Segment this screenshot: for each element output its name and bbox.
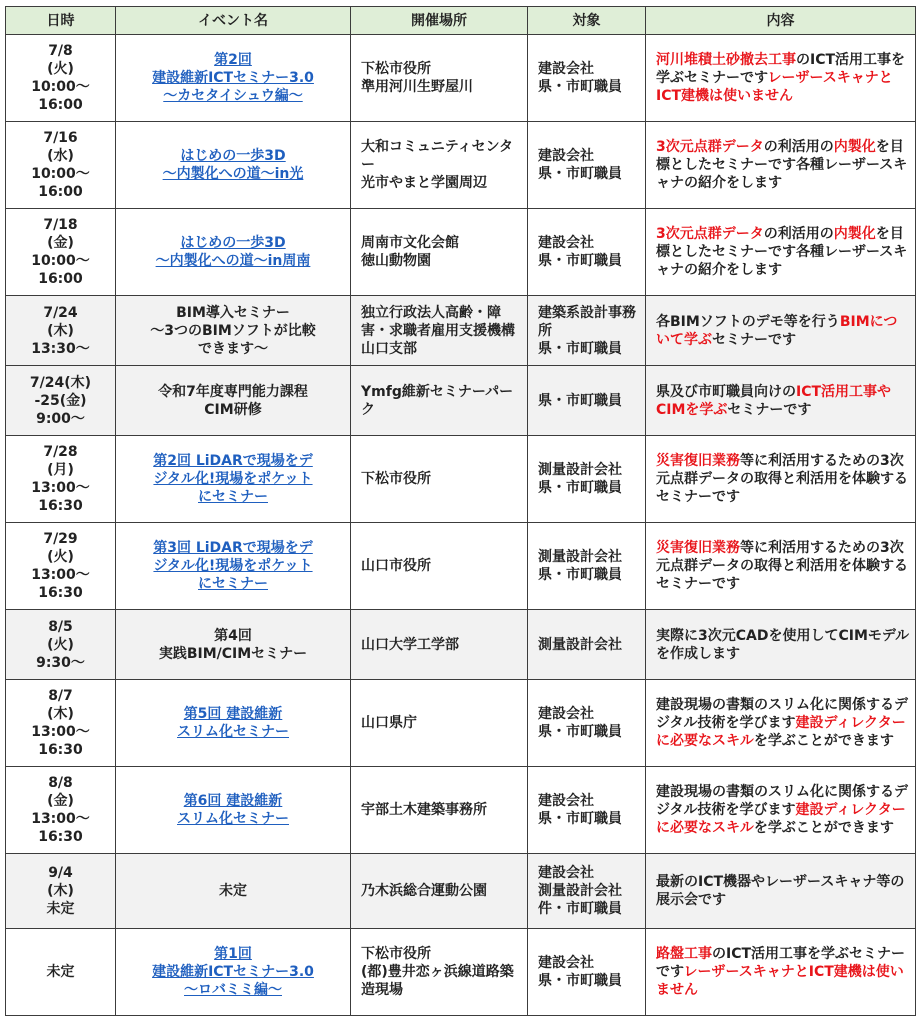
target-cell [528,767,646,854]
datetime-cell [6,296,116,366]
highlight-text: 災害復旧業務 [656,540,740,556]
target-cell-line: 測量設計会社 [538,636,622,653]
event-name-cell [116,366,351,436]
datetime-cell-line: 10:00〜 [31,166,90,182]
venue-cell-line: (都)豊井恋ヶ浜線道路築造現場 [361,964,514,998]
target-cell-line: 県・市町職員 [538,973,622,989]
highlight-text: ICT活用工事やCIMを学ぶ [656,383,892,418]
highlight-text: 内製化 [833,226,876,242]
venue-cell-line: 下松市役所 [361,61,431,77]
target-cell-line: 建設会社 [538,706,594,722]
event-link[interactable] [177,706,289,740]
datetime-cell-line: 7/16 [43,130,78,146]
target-cell-line: 県・市町職員 [538,166,622,182]
event-name-cell-line: 令和7年度専門能力課程 [158,383,308,400]
table-header-row [6,7,916,35]
datetime-cell-line: 7/24(木) [29,374,92,391]
event-link[interactable] [156,235,311,269]
datetime-cell-line: 7/29 [43,531,78,547]
content-text: を学ぶことができます [753,820,894,836]
content-text: 等に利活用するための3次元点群データの取得と利活用を体験するセミナーです [656,540,908,592]
target-cell [528,680,646,767]
event-name-cell-line: 第1回 [214,946,252,962]
datetime-cell-line: (金) [47,235,74,251]
event-name-cell-line: 第3回 LiDARで現場をデ [153,540,313,556]
datetime-cell-line: 8/5 [48,618,73,635]
content-cell [646,296,916,366]
target-cell-line: 件・市町職員 [538,901,622,917]
datetime-cell-line: 9:00〜 [36,410,85,427]
datetime-cell-line: 未定 [46,964,75,980]
target-cell-line: 県・市町職員 [538,724,622,740]
datetime-cell-line: (木) [47,706,74,722]
event-name-cell [116,610,351,680]
venue-cell-line: 光市やまと学園周辺 [361,175,487,191]
target-cell [528,296,646,366]
datetime-cell-line: 16:00 [38,184,83,200]
event-name-cell-line: できます〜 [198,340,268,357]
event-name-cell-line: 第2回 [214,52,252,68]
table-body [6,35,916,1016]
datetime-cell [6,767,116,854]
event-name-cell[interactable] [116,767,351,854]
content-cell [646,209,916,296]
event-schedule-table [5,6,916,1016]
highlight-text: 建設ディレクターに必要なスキル [656,802,906,836]
highlight-text: 内製化 [833,139,876,155]
event-name-cell[interactable] [116,929,351,1016]
table-row [6,122,916,209]
event-name-cell-line: にセミナー [198,489,268,505]
datetime-cell [6,209,116,296]
datetime-cell-line: 16:00 [38,271,83,287]
target-cell-line: 建設会社 [538,955,594,971]
datetime-cell-line: 16:30 [38,585,83,601]
event-name-cell-line: スリム化セミナー [177,811,289,827]
datetime-cell [6,610,116,680]
content-text: セミナーです [712,331,796,348]
venue-cell [351,680,528,767]
datetime-cell-line: (金) [47,793,74,809]
datetime-cell [6,122,116,209]
content-text: 最新のICT機器やレーザースキャナ等の展示会です [656,874,905,908]
content-text: 県及び市町職員向けの [656,383,796,400]
datetime-cell [6,929,116,1016]
datetime-cell-line: (火) [47,61,74,77]
datetime-cell-line: (木) [47,883,74,899]
venue-cell-line: 徳山動物園 [361,253,431,269]
content-text: の利活用の [763,226,834,242]
page [5,6,916,1016]
datetime-cell-line: 16:30 [38,829,83,845]
event-link[interactable] [177,793,289,827]
event-name-cell-line: にセミナー [198,576,268,592]
highlight-text: BIMについて学ぶ [656,313,898,348]
datetime-cell [6,366,116,436]
event-name-cell-line: 〜3つのBIMソフトが比較 [150,322,316,339]
venue-cell [351,854,528,929]
datetime-cell [6,854,116,929]
datetime-cell-line: 13:00〜 [31,567,90,583]
datetime-cell-line: 7/18 [43,217,78,233]
target-cell-line: 建設会社 [538,61,594,77]
highlight-text: 路盤工事 [656,946,712,962]
content-text: を目標としたセミナーです各種レーザースキャナの紹介をします [656,226,908,278]
event-name-cell[interactable] [116,680,351,767]
event-link[interactable] [163,148,304,182]
venue-cell-line: Ymfg維新セミナーパーク [361,383,514,418]
event-name-cell[interactable] [116,35,351,122]
event-name-cell-line: 〜カセタイシュウ編〜 [163,88,303,104]
venue-cell [351,767,528,854]
table-row [6,929,916,1016]
content-cell [646,366,916,436]
highlight-text: 河川堆積土砂撤去工事 [656,52,796,68]
datetime-cell-line: (水) [47,148,74,164]
datetime-cell-line: 13:30〜 [31,340,90,357]
content-cell [646,436,916,523]
datetime-cell-line: -25(金) [34,392,87,409]
event-link[interactable] [153,453,313,505]
header-content: 内容 [646,7,916,35]
event-name-cell-line: 〜内製化への道〜in光 [162,166,304,182]
table-row [6,436,916,523]
target-cell [528,436,646,523]
target-cell-line: 建設会社 [538,148,594,164]
header-datetime: 日時 [6,7,116,35]
datetime-cell-line: (火) [47,636,74,653]
target-cell [528,610,646,680]
content-cell [646,680,916,767]
target-cell-line: 県・市町職員 [538,811,622,827]
venue-cell [351,122,528,209]
target-cell [528,854,646,929]
datetime-cell-line: 16:30 [38,742,83,758]
content-text: のICT活用工事を学ぶセミナーです [656,52,906,86]
venue-cell [351,436,528,523]
datetime-cell-line: 16:30 [38,498,83,514]
event-link[interactable] [152,52,314,104]
target-cell-line: 県・市町職員 [538,567,622,583]
highlight-text: レーザースキャナとICT建機は使いません [656,964,904,998]
event-name-cell-line: 第5回 建設維新 [183,706,283,722]
venue-cell-line: 宇部土木建築事務所 [361,802,487,818]
datetime-cell-line: 13:00〜 [31,480,90,496]
event-link[interactable] [153,540,313,592]
venue-cell [351,35,528,122]
target-cell-line: 県・市町職員 [538,340,622,357]
event-name-cell-line: 第6回 建設維新 [183,793,283,809]
header-target: 対象 [528,7,646,35]
event-name-cell-line: 建設維新ICTセミナー3.0 [152,70,314,86]
target-cell [528,366,646,436]
content-text: 実際に3次元CADを使用してCIMモデルを作成します [656,627,910,662]
event-name-cell[interactable] [116,209,351,296]
datetime-cell-line: (火) [47,549,74,565]
target-cell [528,122,646,209]
datetime-cell [6,523,116,610]
venue-cell-line: 独立行政法人高齢・障害・求職者雇用支援機構山口支部 [361,304,515,357]
highlight-text: 3次元点群データ [656,226,764,242]
event-name-cell-line: 建設維新ICTセミナー3.0 [152,964,314,980]
venue-cell [351,366,528,436]
event-name-cell[interactable] [116,523,351,610]
datetime-cell-line: 9/4 [48,865,73,881]
datetime-cell-line: 8/8 [48,775,73,791]
content-cell [646,767,916,854]
venue-cell-line: 山口市役所 [361,558,431,574]
event-name-cell-line: はじめの一歩3D [180,148,286,164]
table-row [6,209,916,296]
target-cell-line: 県・市町職員 [538,392,622,409]
content-cell [646,35,916,122]
venue-cell-line: 大和コミュニティセンター [361,139,514,173]
datetime-cell-line: 8/7 [48,688,73,704]
table-row [6,366,916,436]
table-row [6,296,916,366]
event-name-cell-line: 第4回 [214,627,252,644]
event-name-cell-line: 実践BIM/CIMセミナー [158,645,308,662]
target-cell-line: 建設会社 [538,235,594,251]
event-name-cell-line: ジタル化!現場をポケット [153,558,313,574]
highlight-text: 3次元点群データ [656,139,764,155]
event-name-cell[interactable] [116,436,351,523]
content-text: 建設現場の書類のスリム化に関係するデジタル技術を学びます [656,697,908,731]
datetime-cell-line: 未定 [46,901,75,917]
venue-cell-line: 山口大学工学部 [361,636,459,653]
table-row [6,35,916,122]
content-cell [646,610,916,680]
header-venue: 開催場所 [351,7,528,35]
target-cell-line: 建築系設計事務所 [538,304,636,339]
venue-cell [351,929,528,1016]
event-name-cell-line: 未定 [219,883,247,899]
datetime-cell-line: 13:00〜 [31,724,90,740]
venue-cell [351,209,528,296]
event-name-cell-line: はじめの一歩3D [180,235,286,251]
venue-cell-line: 乃木浜総合運動公園 [361,883,487,899]
highlight-text: レーザースキャナとICT建機は使いません [656,70,893,104]
datetime-cell [6,436,116,523]
event-name-cell-line: 〜ロバミミ編〜 [184,982,282,998]
content-text: 建設現場の書類のスリム化に関係するデジタル技術を学びます [656,784,908,818]
event-name-cell-line: BIM導入セミナー [176,304,290,321]
venue-cell [351,296,528,366]
content-text: を学ぶことができます [753,733,894,749]
target-cell-line: 測量設計会社 [538,883,622,899]
event-name-cell-line: 第2回 LiDARで現場をデ [153,453,313,469]
highlight-text: 災害復旧業務 [656,453,740,469]
content-text: の利活用の [763,139,834,155]
datetime-cell-line: 10:00〜 [31,79,90,95]
event-name-cell-line: 〜内製化への道〜in周南 [155,253,311,269]
content-cell [646,854,916,929]
event-name-cell[interactable] [116,122,351,209]
venue-cell-line: 山口県庁 [361,715,417,731]
datetime-cell-line: 7/8 [48,43,73,59]
content-text: を目標としたセミナーです各種レーザースキャナの紹介をします [656,139,908,191]
table-row [6,854,916,929]
event-name-cell-line: ジタル化!現場をポケット [153,471,313,487]
venue-cell-line: 下松市役所 [361,946,431,962]
venue-cell [351,610,528,680]
datetime-cell-line: 7/24 [43,304,78,321]
table-row [6,610,916,680]
datetime-cell-line: (月) [47,462,74,478]
target-cell [528,35,646,122]
venue-cell [351,523,528,610]
datetime-cell-line: 13:00〜 [31,811,90,827]
content-text: セミナーです [727,401,812,418]
datetime-cell-line: 10:00〜 [31,253,90,269]
event-name-cell-line: スリム化セミナー [177,724,289,740]
content-text: 等に利活用するための3次元点群データの取得と利活用を体験するセミナーです [656,453,908,505]
target-cell-line: 県・市町職員 [538,253,622,269]
content-cell [646,523,916,610]
datetime-cell-line: (木) [47,322,74,339]
event-name-cell-line: CIM研修 [204,401,262,418]
datetime-cell-line: 16:00 [38,97,83,113]
target-cell [528,209,646,296]
datetime-cell-line: 9:30〜 [36,654,85,671]
event-name-cell [116,854,351,929]
content-text: のICT活用工事を学ぶセミナーです [656,946,906,980]
target-cell-line: 県・市町職員 [538,79,622,95]
venue-cell-line: 周南市文化会館 [361,235,459,251]
datetime-cell-line: 7/28 [43,444,78,460]
datetime-cell [6,680,116,767]
target-cell-line: 建設会社 [538,865,594,881]
content-cell [646,122,916,209]
table-row [6,680,916,767]
header-event-name: イベント名 [116,7,351,35]
venue-cell-line: 準用河川生野屋川 [361,79,473,95]
event-link[interactable] [152,946,314,998]
target-cell [528,523,646,610]
table-row [6,523,916,610]
target-cell-line: 建設会社 [538,793,594,809]
content-cell [646,929,916,1016]
target-cell [528,929,646,1016]
target-cell-line: 測量設計会社 [538,549,622,565]
highlight-text: 建設ディレクターに必要なスキル [656,715,906,749]
target-cell-line: 県・市町職員 [538,480,622,496]
event-name-cell [116,296,351,366]
target-cell-line: 測量設計会社 [538,462,622,478]
content-text: 各BIMソフトのデモ等を行う [656,313,840,330]
datetime-cell [6,35,116,122]
venue-cell-line: 下松市役所 [361,471,431,487]
table-row [6,767,916,854]
